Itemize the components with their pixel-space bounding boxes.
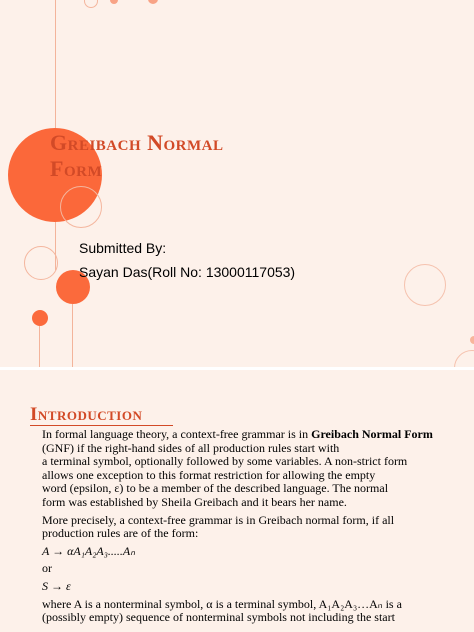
paragraph-line: where A is a nonterminal symbol, α is a terminal symbol, A₁A₂A₃…Aₙ is a — [42, 596, 402, 611]
paragraph-line: production rules are of the form: — [42, 526, 199, 541]
author-name: Sayan Das(Roll No: 13000117053) — [79, 264, 296, 280]
decorative-line — [39, 326, 40, 368]
heading-underline — [30, 425, 173, 426]
section-heading: Introduction — [30, 404, 143, 425]
paragraph-line: form was established by Sheila Greibach and it bears her name. — [42, 494, 347, 509]
decorative-line — [55, 0, 56, 128]
paragraph-line: More precisely, a context-free grammar is in Greibach normal form, if all — [42, 512, 395, 527]
slide-title-line2: Form — [50, 156, 103, 181]
slide-title-line1: Greibach Normal — [50, 130, 224, 155]
paragraph-line: (possibly empty) sequence of nonterminal symbols not including the start — [42, 610, 395, 625]
text: (GNF) if the right-hand sides of all production rules start with — [42, 440, 340, 455]
slide-title — [50, 130, 224, 182]
formula-line: A → αA₁A₂A₃.....Aₙ — [42, 543, 136, 558]
decorative-ring — [60, 186, 102, 228]
decorative-ring — [24, 246, 58, 280]
paragraph — [42, 428, 462, 455]
text: In formal language theory, a context-free grammar is in — [42, 427, 312, 441]
decorative-circle — [110, 0, 118, 4]
decorative-line — [72, 304, 73, 368]
decorative-circle — [32, 310, 48, 326]
decorative-ring — [454, 350, 474, 368]
decorative-ring — [404, 264, 446, 306]
decorative-circle — [470, 336, 474, 344]
gnf-bold: Greibach Normal Form — [311, 427, 433, 441]
introduction-body — [42, 428, 462, 625]
formula-line: S → ε — [42, 578, 71, 593]
or-text: or — [42, 561, 52, 576]
submitted-by-label: Submitted By: — [79, 240, 167, 256]
paragraph-line: a terminal symbol, optionally followed by some variables. A non-strict form — [42, 454, 408, 469]
decorative-circle — [84, 0, 98, 8]
paragraph-line: allows one exception to this format restriction for allowing the empty — [42, 467, 376, 482]
paragraph-line: word (epsilon, ε) to be a member of the described language. The normal — [42, 481, 389, 496]
decorative-circle — [148, 0, 158, 4]
